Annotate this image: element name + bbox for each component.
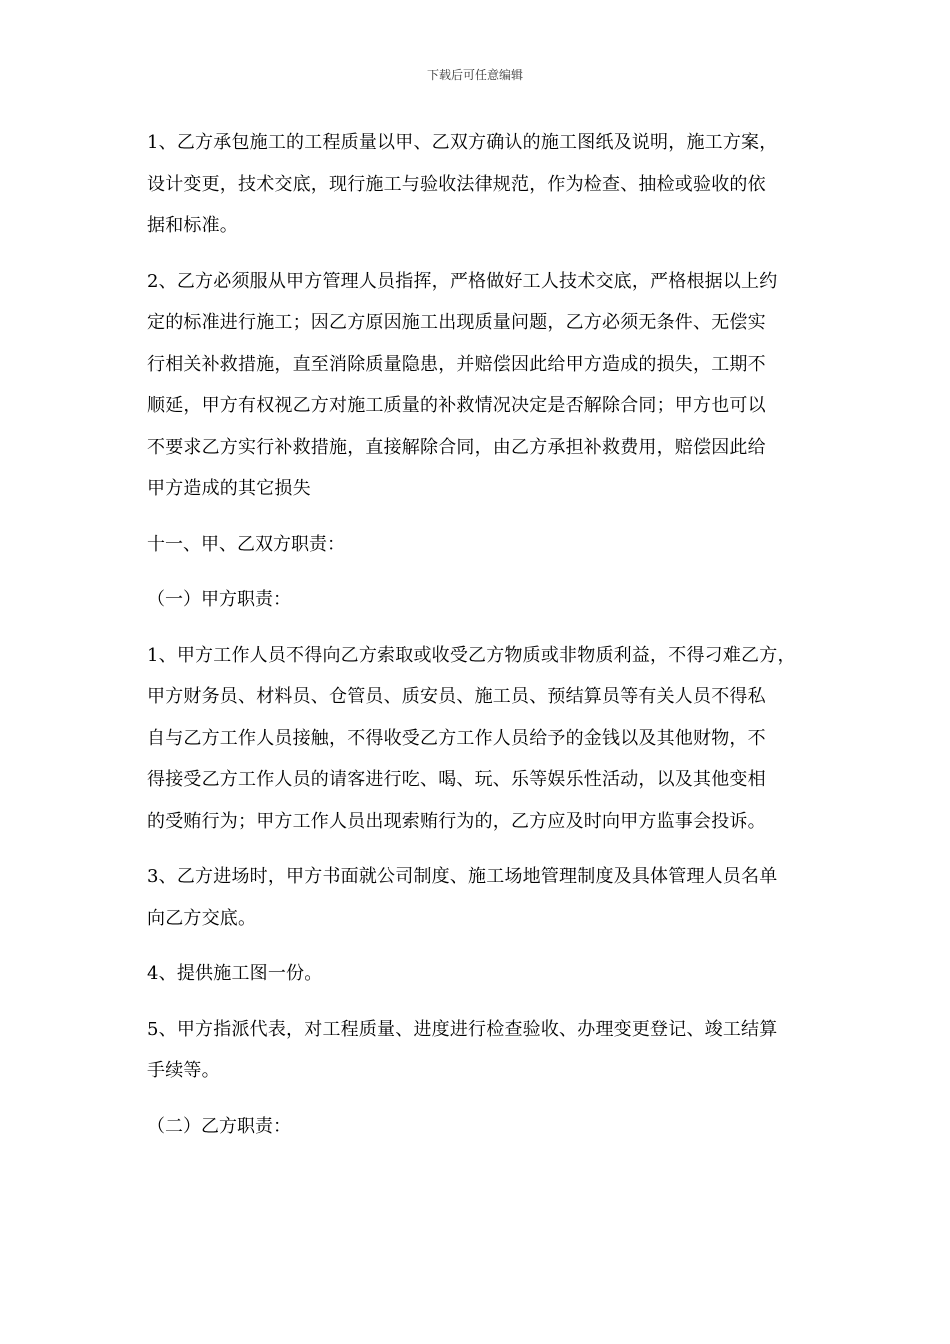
party-a-item-5-line: 手续等。 xyxy=(147,1060,220,1081)
clause-2-line: 不要求乙方实行补救措施，直接解除合同，由乙方承担补救费用，赔偿因此给 xyxy=(147,436,766,458)
party-a-item-1-line: 的受贿行为；甲方工作人员出现索贿行为的，乙方应及时向甲方监事会投诉。 xyxy=(147,810,766,832)
party-a-item-3-line: 3、乙方进场时，甲方书面就公司制度、施工场地管理制度及具体管理人员名单 xyxy=(147,866,778,887)
document-body xyxy=(147,122,817,1161)
party-b-title: （二）乙方职责： xyxy=(147,1115,291,1137)
section-11-title: 十一、甲、乙双方职责： xyxy=(147,533,345,555)
clause-2-line: 甲方造成的其它损失 xyxy=(147,478,311,499)
clause-2-line: 2、乙方必须服从甲方管理人员指挥，严格做好工人技术交底，严格根据以上约 xyxy=(147,270,778,292)
party-a-item-3-paragraph xyxy=(147,856,817,939)
party-a-item-5-paragraph xyxy=(147,1009,817,1092)
page-header-note: 下载后可任意编辑 xyxy=(426,68,523,82)
party-a-item-3-line: 向乙方交底。 xyxy=(147,907,257,929)
clause-2-line: 行相关补救措施，直至消除质量隐患，并赔偿因此给甲方造成的损失，工期不 xyxy=(147,353,766,375)
clause-2-line: 顺延，甲方有权视乙方对施工质量的补救情况决定是否解除合同；甲方也可以 xyxy=(147,395,766,416)
party-a-title: （一）甲方职责： xyxy=(147,589,291,610)
party-a-item-4-paragraph xyxy=(147,953,817,995)
clause-1-paragraph xyxy=(147,122,817,247)
party-a-item-5-line: 5、甲方指派代表，对工程质量、进度进行检查验收、办理变更登记、竣工结算 xyxy=(147,1018,778,1040)
clause-2-paragraph xyxy=(147,261,817,510)
party-a-item-1-line: 甲方财务员、材料员、仓管员、质安员、施工员、预结算员等有关人员不得私 xyxy=(147,686,766,707)
clause-2-line: 定的标准进行施工；因乙方原因施工出现质量问题，乙方必须无条件、无偿实 xyxy=(147,312,766,333)
party-a-item-1-line: 自与乙方工作人员接触，不得收受乙方工作人员给予的金钱以及其他财物，不 xyxy=(147,727,766,749)
clause-1-line: 设计变更，技术交底，现行施工与验收法律规范，作为检查、抽检或验收的依 xyxy=(147,173,766,195)
party-a-item-1-paragraph xyxy=(147,635,817,843)
party-a-item-1-line: 1、甲方工作人员不得向乙方索取或收受乙方物质或非物质利益，不得刁难乙方， xyxy=(147,644,796,666)
party-a-item-4-line: 4、提供施工图一份。 xyxy=(147,963,323,984)
clause-1-line: 1、乙方承包施工的工程质量以甲、乙双方确认的施工图纸及说明，施工方案， xyxy=(147,132,778,153)
clause-1-line: 据和标准。 xyxy=(147,215,238,236)
party-a-item-1-line: 得接受乙方工作人员的请客进行吃、喝、玩、乐等娱乐性活动，以及其他变相 xyxy=(147,769,766,790)
